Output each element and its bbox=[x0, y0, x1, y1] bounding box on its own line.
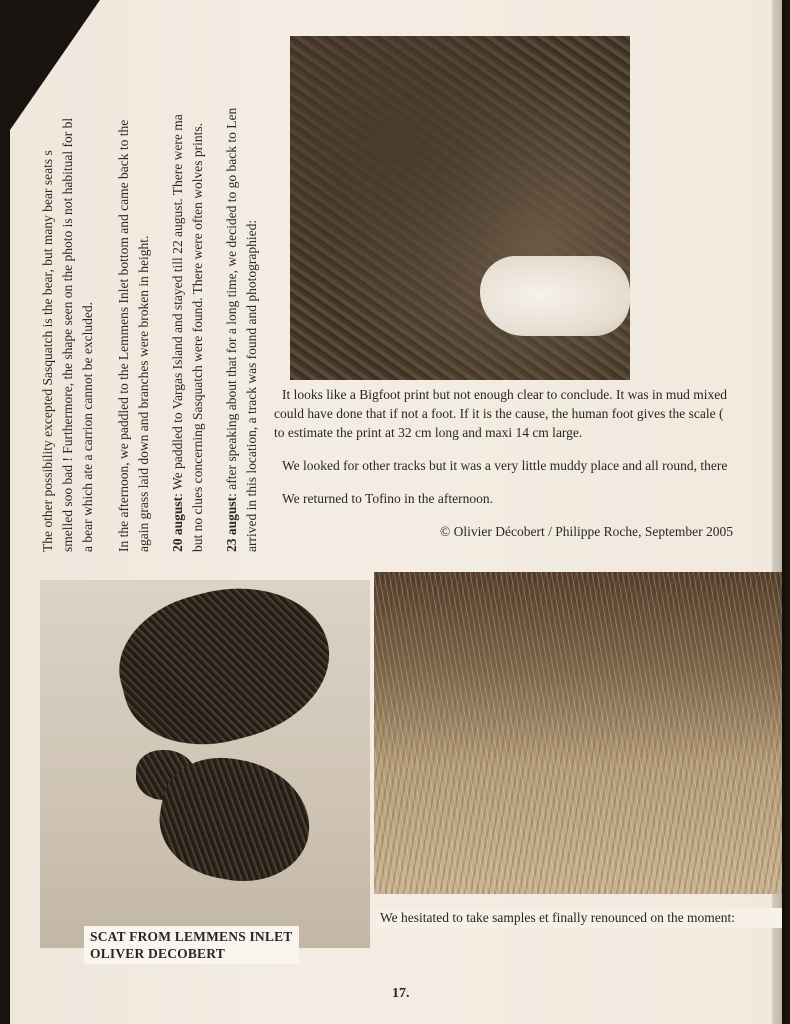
grass-caption: We hesitated to take samples et finally renounced on the moment: bbox=[376, 908, 782, 928]
paragraph-20-august bbox=[168, 32, 208, 552]
date-label: 20 august bbox=[170, 496, 185, 552]
footprint-caption bbox=[274, 385, 782, 522]
line: to estimate the print at 32 cm long and maxi 14 cm large. bbox=[274, 425, 583, 440]
scat-piece bbox=[104, 580, 346, 765]
line: In the afternoon, we paddled to the Lemmens Inlet bottom and came back to the bbox=[116, 119, 131, 552]
page-number: 17. bbox=[392, 986, 410, 1001]
line: arrived in this location, a track was found and photographied: bbox=[244, 219, 259, 552]
line: again grass laid down and branches were broken in height. bbox=[136, 235, 151, 552]
document-page bbox=[10, 0, 782, 1024]
scat-label bbox=[84, 926, 299, 964]
line: but no clues concerning Sasquatch were found. There were often wolves prints. bbox=[190, 123, 205, 552]
paragraph-bear bbox=[38, 32, 98, 552]
date-label: 23 august bbox=[224, 496, 239, 552]
human-foot-scale bbox=[480, 256, 630, 336]
footprint-photo bbox=[290, 36, 630, 380]
caption-paragraph bbox=[274, 489, 782, 508]
line: We looked for other tracks but it was a very little muddy place and all round, there bbox=[282, 458, 728, 473]
caption-paragraph bbox=[274, 456, 782, 475]
line: : after speaking about that for a long time, we decided to go back to Len bbox=[224, 107, 239, 497]
line: a bear which ate a carrion cannot be excluded. bbox=[80, 302, 95, 552]
line: : We paddled to Vargas Island and stayed till 22 august. There were ma bbox=[170, 114, 185, 497]
grass-photo bbox=[374, 572, 782, 894]
caption-paragraph bbox=[274, 385, 782, 442]
copyright-line: © Olivier Décobert / Philippe Roche, September 2005 bbox=[440, 524, 733, 539]
label-line: SCAT FROM LEMMENS INLET bbox=[90, 929, 293, 944]
scat-photo bbox=[40, 580, 370, 948]
label-line: OLIVER DECOBERT bbox=[90, 946, 225, 961]
line: It looks like a Bigfoot print but not enough clear to conclude. It was in mud mixed bbox=[282, 387, 728, 402]
line: smelled soo bad ! Furthermore, the shape seen on the photo is not habitual for bl bbox=[60, 117, 75, 552]
line: We returned to Tofino in the afternoon. bbox=[282, 491, 494, 506]
rotated-text-column bbox=[38, 32, 278, 552]
paragraph-afternoon bbox=[114, 32, 154, 552]
line: could have done that if not a foot. If it is the cause, the human foot gives the scale ( bbox=[274, 406, 724, 421]
line: The other possibility excepted Sasquatch is the bear, but many bear seats s bbox=[40, 150, 55, 552]
paragraph-23-august bbox=[222, 32, 262, 552]
